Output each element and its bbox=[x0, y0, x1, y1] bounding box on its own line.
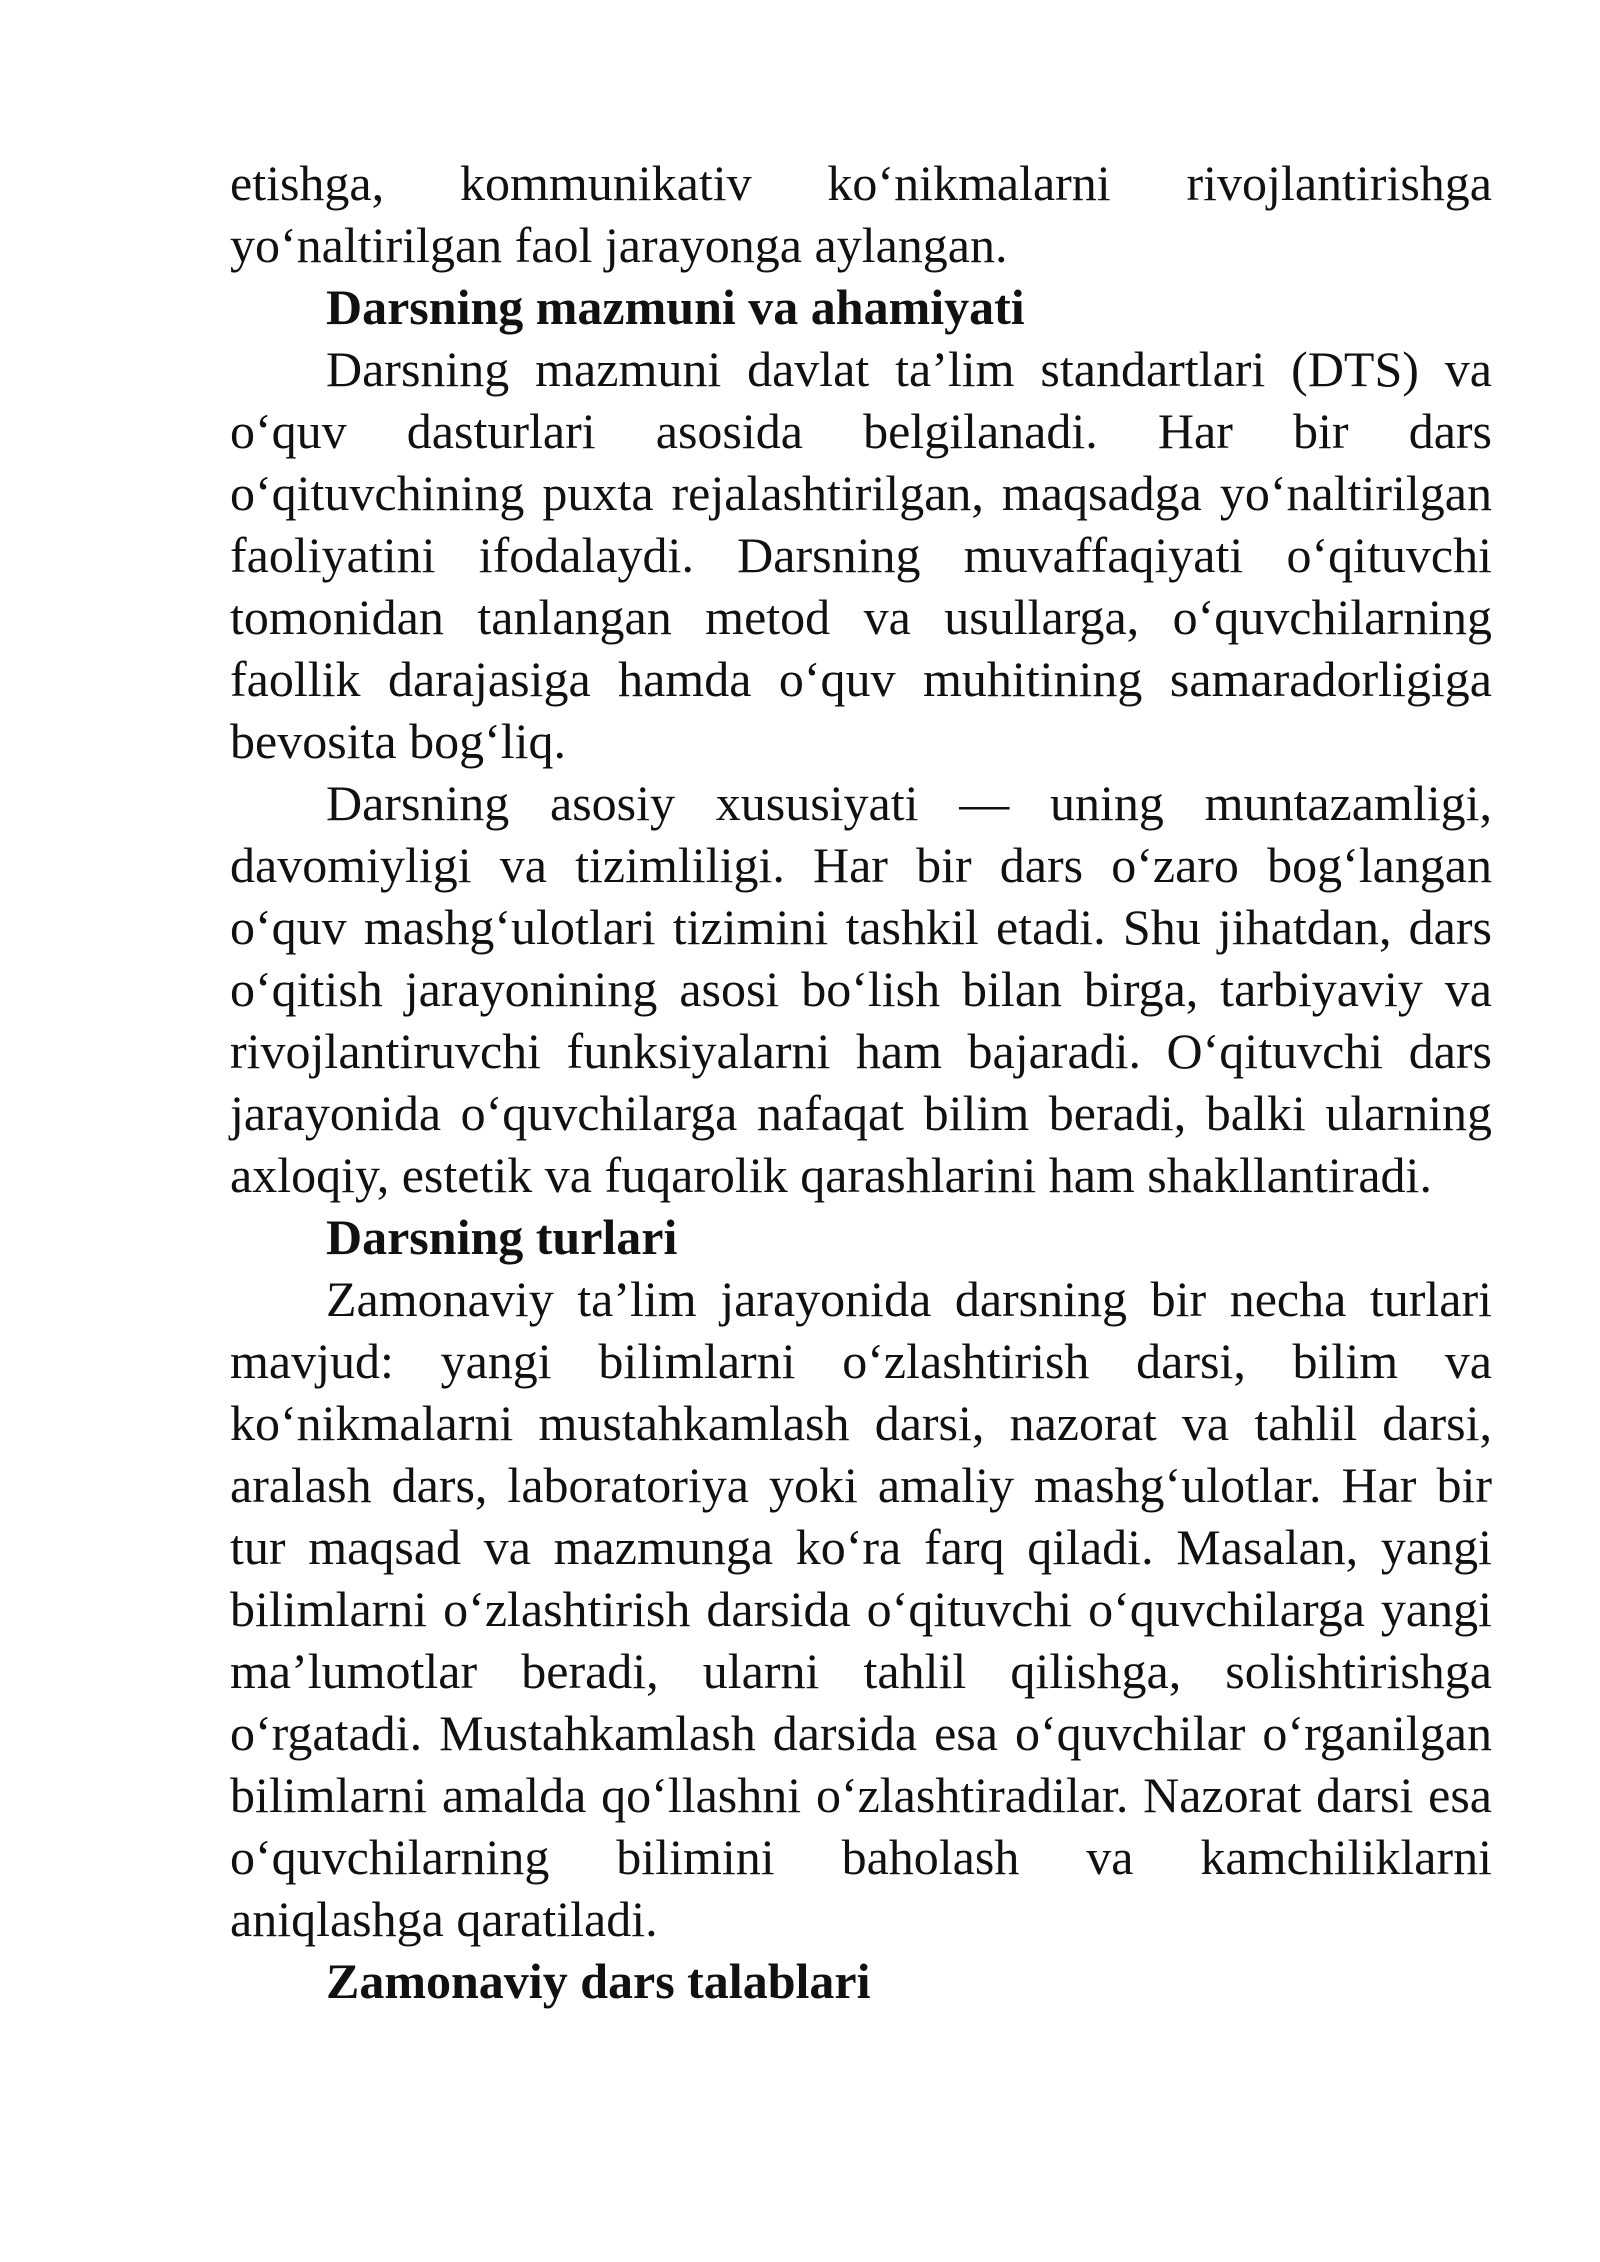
section-heading-lesson-types: Darsning turlari bbox=[326, 1209, 678, 1265]
document-page bbox=[230, 152, 1492, 2012]
paragraph-continuation: etishga, kommunikativ ko‘nikmalarni rivojlantirishga yo‘naltirilgan faol jarayonga aylangan. bbox=[230, 155, 1492, 273]
paragraph-features: Darsning asosiy xususiyati — uning muntazamligi, davomiyligi va tizimliligi. Har bir dars o‘zaro bog‘langan o‘quv mashg‘ulotlari tizimini tashkil etadi. Shu jihatdan, dars o‘qitish jarayonining asosi bo‘lish bilan birga, tarbiyaviy va rivojlantiruvchi funksiyalarni ham bajaradi. O‘qituvchi dars jarayonida o‘quvchilarga nafaqat bilim beradi, balki ularning axloqiy, estetik va fuqarolik qarashlarini ham shakllantiradi. bbox=[230, 775, 1492, 1203]
paragraph-content: Darsning mazmuni davlat ta’lim standartlari (DTS) va o‘quv dasturlari asosida belgilanadi. Har bir dars o‘qituvchining puxta rejalashtirilgan, maqsadga yo‘naltirilgan faoliyatini ifodalaydi. Darsning muvaffaqiyati o‘qituvchi tomonidan tanlangan metod va usullarga, o‘quvchilarning faollik darajasiga hamda o‘quv muhitining samaradorligiga bevosita bog‘liq. bbox=[230, 341, 1492, 769]
section-heading-modern-requirements: Zamonaviy dars talablari bbox=[326, 1953, 871, 2009]
section-heading-content-importance: Darsning mazmuni va ahamiyati bbox=[326, 279, 1025, 335]
paragraph-lesson-types: Zamonaviy ta’lim jarayonida darsning bir necha turlari mavjud: yangi bilimlarni o‘zlashtirish darsi, bilim va ko‘nikmalarni mustahkamlash darsi, nazorat va tahlil darsi, aralash dars, laboratoriya yoki amaliy mashg‘ulotlar. Har bir tur maqsad va mazmunga ko‘ra farq qiladi. Masalan, yangi bilimlarni o‘zlashtirish darsida o‘qituvchi o‘quvchilarga yangi ma’lumotlar beradi, ularni tahlil qilishga, solishtirishga o‘rgatadi. Mustahkamlash darsida esa o‘quvchilar o‘rganilgan bilimlarni amalda qo‘llashni o‘zlashtiradilar. Nazorat darsi esa o‘quvchilarning bilimini baholash va kamchiliklarni aniqlashga qaratiladi. bbox=[230, 1271, 1492, 1947]
